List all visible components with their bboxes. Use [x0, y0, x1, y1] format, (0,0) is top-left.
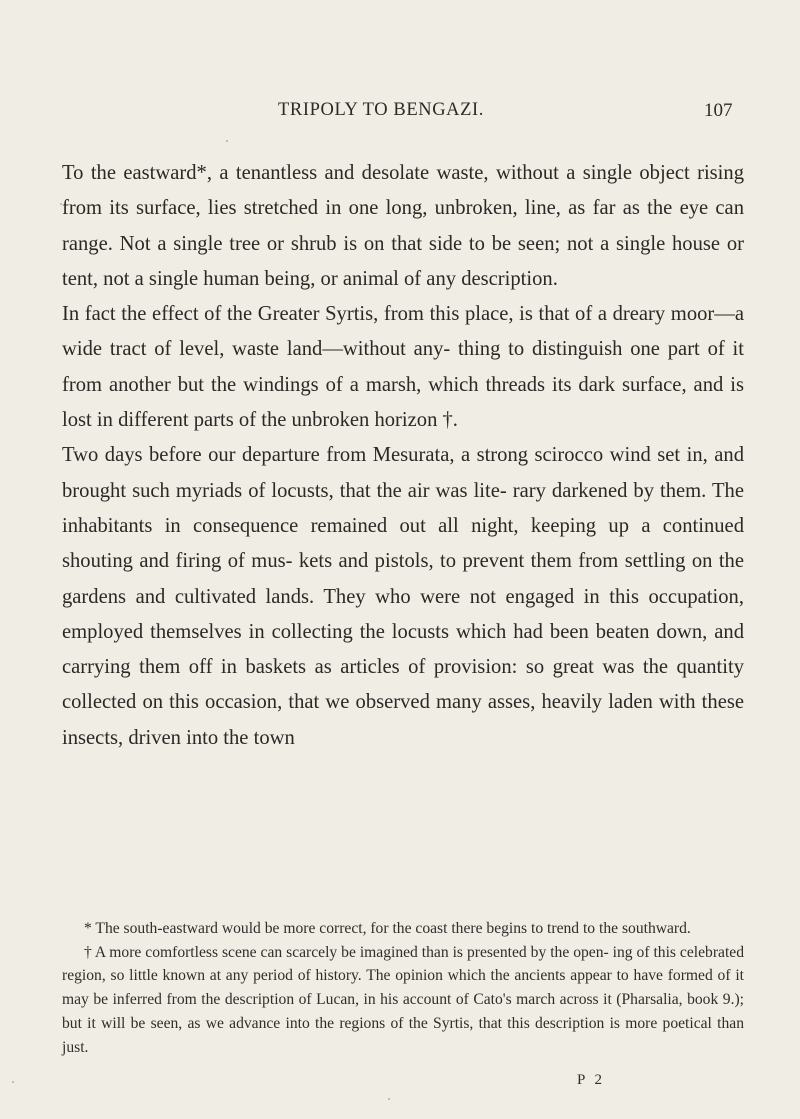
- paragraph-1: To the eastward*, a tenantless and desolate waste, without a single object rising from its surface, lies stretched in one long, unbroken, line, as far as the eye can range. Not a single tree or shrub is on that side to be seen; not a single house or tent, not a single human being, or animal of any description.: [62, 162, 744, 290]
- running-title: TRIPOLY TO BENGAZI.: [278, 100, 485, 120]
- paper-speck: [12, 1081, 14, 1083]
- paragraph-2: In fact the effect of the Greater Syrtis, from this place, is that of a dreary moor—a wide tract of level, waste land—without any- thing to distinguish one part of it from another but the windings of a marsh, which threads its dark surface, and is lost in different parts of the unbroken horizon †.: [62, 303, 744, 432]
- main-text: [62, 156, 744, 756]
- footnotes: [62, 917, 744, 1059]
- page-number: 107: [704, 100, 733, 121]
- footnote-2: † A more comfortless scene can scarcely be imagined than is presented by the open- ing of this celebrated region, so little known at any period of history. The opinion which the ancients appear to have formed of it may be inferred from the description of Lucan, in his account of Cato's march across it (Pharsalia, book 9.); but it will be seen, as we advance into the regions of the Syrtis, that this description is more poetical than just.: [62, 943, 744, 1056]
- paper-speck: [388, 1098, 390, 1100]
- footnote-1: * The south-eastward would be more correct, for the coast there begins to trend to the southward.: [84, 920, 691, 937]
- paragraph-3: Two days before our departure from Mesurata, a strong scirocco wind set in, and brought such myriads of locusts, that the air was lite- rary darkened by them. The inhabitants in consequence remained out all night, keeping up a continued shouting and firing of mus- kets and pistols, to prevent them from settling on the gardens and cultivated lands. They who were not engaged in this occupation, employed themselves in collecting the locusts which had been beaten down, and carrying them off in baskets as articles of provision: so great was the quantity collected on this occasion, that we observed many asses, heavily laden with these insects, driven into the town: [62, 444, 744, 749]
- signature-mark: P 2: [577, 1072, 606, 1088]
- paper-speck: [60, 203, 62, 205]
- paper-speck: [226, 140, 228, 142]
